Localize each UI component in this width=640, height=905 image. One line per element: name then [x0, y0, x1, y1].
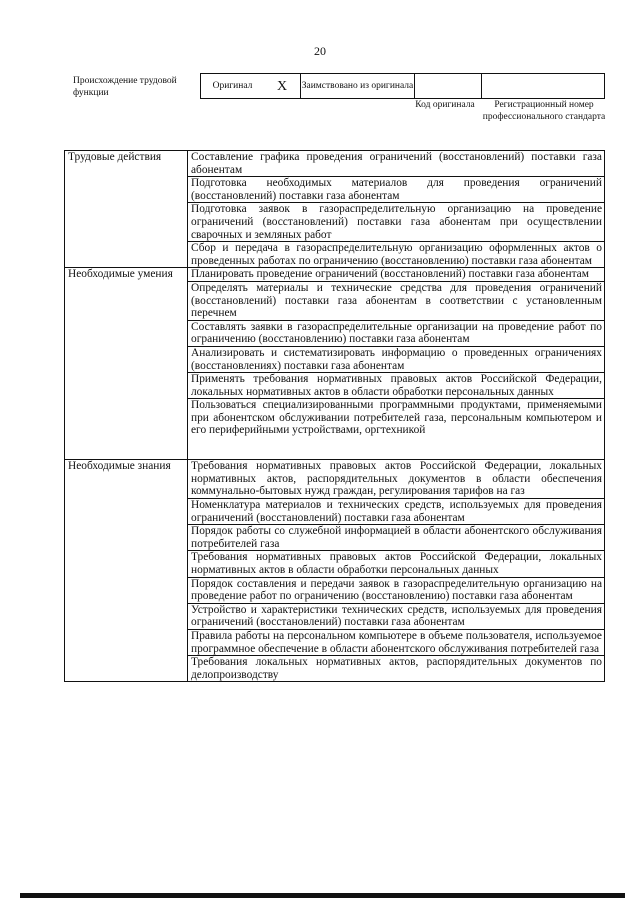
item-text: Подготовка заявок в газораспределительную организацию на проведение ограничений (восстановлений) поставки газа абонентам при осуществлении сварочных и земляных работ: [188, 203, 605, 242]
table-row: [65, 460, 605, 499]
table-row: [65, 268, 605, 282]
item-text: Порядок составления и передачи заявок в газораспределительную организацию на проведение работ по ограничению (восстановлению) поставки газа абонентам: [188, 577, 605, 603]
origin-label: Происхождение трудовой функции: [73, 76, 177, 98]
item-text: Устройство и характеристики технических средств, используемых для проведения ограничений (восстановлений) поставки газа абонентам: [188, 603, 605, 629]
table-row: [65, 151, 605, 177]
item-text: Составление графика проведения ограничений (восстановлений) поставки газа абонентам: [188, 151, 605, 177]
item-text: Определять материалы и технические средства для проведения ограничений (восстановлений) поставки газа абонентам в соответствии с установленным перечнем: [188, 281, 605, 320]
function-table-body: [65, 151, 605, 682]
item-text: Применять требования нормативных правовых актов Российской Федерации, локальных нормативных актов в области обработки персональных данных: [188, 373, 605, 399]
item-text: Пользоваться специализированными программными продуктами, применяемыми при абонентском обслуживании потребителей газа, персональным компьютером и его периферийными устройствами, оргтехникой: [188, 399, 605, 460]
borrowed-label: Заимствовано из оригинала: [301, 74, 415, 99]
item-text: Правила работы на персональном компьютере в объеме пользователя, используемое программное обеспечение в области абонентского обслуживания потребителей газа: [188, 630, 605, 656]
item-text: Подготовка необходимых материалов для проведения ограничений (восстановлений) поставки газа абонентам: [188, 177, 605, 203]
original-mark: X: [264, 74, 301, 99]
registration-caption: Регистрационный номер профессионального стандарта: [482, 100, 606, 122]
item-text: Анализировать и систематизировать информацию о проведенных ограничениях (восстановлениях) поставки газа абонентам: [188, 346, 605, 372]
origin-table: [200, 73, 605, 99]
function-table: [64, 150, 605, 682]
item-text: Требования нормативных правовых актов Российской Федерации, локальных нормативных актов в области обработки персональных данных: [188, 551, 605, 577]
item-text: Составлять заявки в газораспределительные организации на проведение работ по ограничению (восстановлению) поставки газа абонентам: [188, 320, 605, 346]
original-label: Оригинал: [201, 74, 265, 99]
category-required-knowledge: Необходимые знания: [65, 460, 188, 682]
bottom-rule: [20, 893, 625, 898]
category-required-skills: Необходимые умения: [65, 268, 188, 460]
original-code-cell: [415, 74, 482, 99]
category-labor-actions: Трудовые действия: [65, 151, 188, 268]
item-text: Порядок работы со служебной информацией в области абонентского обслуживания потребителей газа: [188, 525, 605, 551]
code-caption: Код оригинала: [415, 100, 475, 110]
registration-number-cell: [482, 74, 605, 99]
page-number: 20: [314, 44, 326, 58]
item-text: Требования локальных нормативных актов, распорядительных документов по делопроизводству: [188, 656, 605, 682]
item-text: Требования нормативных правовых актов Российской Федерации, локальных нормативных актов, распорядительных документов в области обеспечения коммунально-бытовых нужд граждан, регулирования тарифов на газ: [188, 460, 605, 499]
item-text: Сбор и передача в газораспределительную организацию оформленных актов о проведенных работах по ограничению (восстановлению) поставки газа абонентам: [188, 242, 605, 268]
item-text: Планировать проведение ограничений (восстановлений) поставки газа абонентам: [188, 268, 605, 282]
item-text: Номенклатура материалов и технических средств, используемых для проведения ограничений (восстановлений) поставки газа абонентам: [188, 499, 605, 525]
